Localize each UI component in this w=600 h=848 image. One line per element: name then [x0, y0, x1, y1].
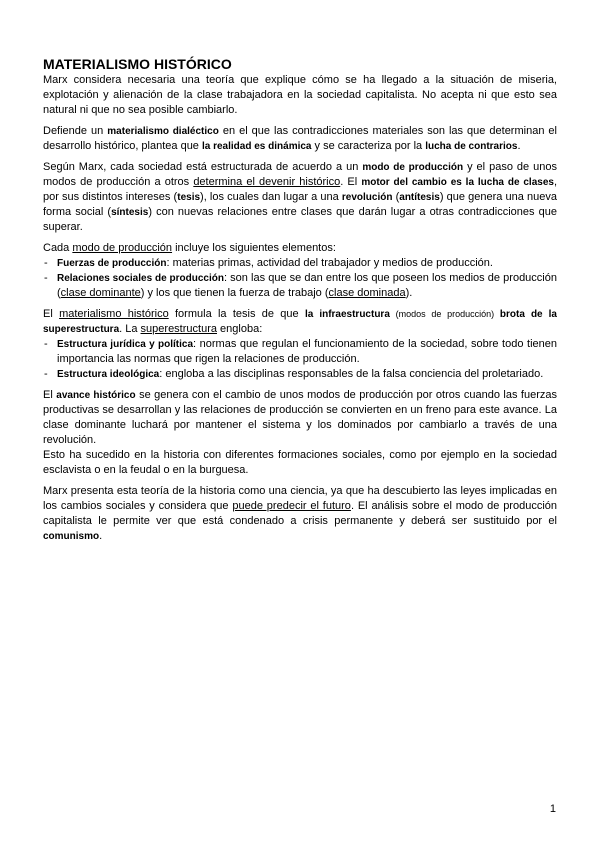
text-run: ) que genera una nueva forma social (: [43, 191, 557, 218]
production-elements-list: [43, 256, 557, 301]
list-item: [43, 337, 557, 367]
science-paragraph: [43, 484, 557, 544]
intro-paragraph: Marx considera necesaria una teoría que explique cómo se ha llegado a la situación de miseria, explotación y alienación de la clase trabajadora en la sociedad capitalista. No acepta ni que esto sea natural ni que no sea posible cambiarlo.: [43, 74, 557, 116]
list-item: [43, 271, 557, 301]
text-run: : son las que se dan entre los que poseen los medios de producción (: [57, 272, 557, 299]
text-run: se genera con el cambio de unos modos de producción por otros cuando las fuerzas productivas se desarrollan y las relaciones de producción se convierten en un freno para este avance. La clase dominante luchará por mantener el sistema y los dominados por cambiarlo a través de una revolución.: [43, 389, 558, 446]
text-run: , por sus distintos intereses (: [43, 176, 558, 203]
dialectic-paragraph: [43, 124, 557, 154]
bold-term: Fuerzas de producción: [57, 258, 167, 269]
bold-term: síntesis: [111, 207, 149, 218]
text-run: . El análisis sobre el modo de producción capitalista le permite ver que está condenado a crisis permanente y deberá ser sustituido por el: [43, 500, 558, 527]
text-run: engloba:: [216, 323, 263, 335]
text-run: : materias primas, actividad del trabajador y medios de producción.: [166, 257, 493, 269]
underlined-term: determina el devenir histórico: [193, 176, 341, 188]
text-run: Defiende un: [43, 125, 108, 137]
underlined-term: clase dominante: [60, 287, 141, 299]
text-run: . La: [119, 323, 141, 335]
document-page: [43, 55, 557, 550]
bold-term: Estructura jurídica y política: [57, 339, 194, 350]
bold-term: antítesis: [399, 192, 440, 203]
superstructure-paragraph: [43, 307, 557, 337]
bold-term: modo de producción: [362, 162, 464, 173]
bold-term: comunismo: [43, 531, 100, 542]
text-run: .: [517, 140, 521, 152]
text-run: en el que las contradicciones materiales son las que determinan el desarrollo histórico, plantea que: [43, 125, 557, 152]
list-item: [43, 256, 557, 271]
text-run: .: [99, 530, 103, 542]
bold-term: revolución: [341, 192, 393, 203]
social-formations-paragraph: Esto ha sucedido en la historia con diferentes formaciones sociales, como por ejemplo en la sociedad esclavista o en la feudal o en la burguesa.: [43, 449, 557, 476]
bold-term: avance histórico: [56, 390, 136, 401]
text-run: Marx presenta esta teoría de la historia como una ciencia, ya que ha descubierto las leyes implicadas en los cambios sociales y considera que: [43, 485, 557, 512]
text-run: : normas que regulan el funcionamiento de la sociedad, sobre todo tienen importancia las normas que rigen la relaciones de producción.: [57, 338, 558, 365]
text-run: El: [43, 308, 60, 320]
page-number: 1: [549, 803, 556, 815]
text-run: ).: [405, 287, 413, 299]
text-run: y se caracteriza por la: [311, 140, 426, 152]
underlined-term: clase dominada: [328, 287, 406, 299]
bold-term: brota de la superestructura: [43, 309, 557, 335]
bold-term: materialismo dialéctico: [107, 126, 219, 137]
text-run: . El: [340, 176, 362, 188]
list-item: [43, 367, 557, 382]
text-run: ) con nuevas relaciones entre clases que darán lugar a otras contradicciones que superar.: [43, 206, 557, 233]
historical-advance-paragraph: [43, 388, 557, 448]
text-run: incluye los siguientes elementos:: [172, 242, 336, 254]
class-struggle-paragraph: [43, 160, 557, 235]
bold-term: Estructura ideológica: [57, 369, 160, 380]
bold-term: lucha de contrarios: [425, 141, 518, 152]
elements-intro: [43, 241, 557, 256]
text-run: y el paso de unos modos de producción a otros: [43, 161, 558, 188]
text-run: Cada: [43, 242, 73, 254]
bold-term: tesis: [177, 192, 201, 203]
underlined-term: puede predecir el futuro: [232, 500, 351, 512]
text-run: Según Marx, cada sociedad está estructurada de acuerdo a un: [43, 161, 363, 173]
page-title: MATERIALISMO HISTÓRICO: [43, 56, 232, 72]
text-run: formula la tesis de que: [168, 308, 305, 320]
small-text-run: (modos de producción): [389, 309, 500, 319]
text-run: ) y los que tienen la fuerza de trabajo (: [140, 287, 329, 299]
underlined-term: modo de producción: [72, 242, 173, 254]
superstructure-list: [43, 337, 557, 382]
bold-term: la realidad es dinámica: [201, 141, 312, 152]
text-run: El: [43, 389, 57, 401]
text-run: (: [392, 191, 400, 203]
bold-term: la infraestructura: [304, 309, 390, 320]
text-run: ), los cuales dan lugar a una: [200, 191, 342, 203]
underlined-term: materialismo histórico: [59, 308, 169, 320]
bold-term: Relaciones sociales de producción: [57, 273, 224, 284]
underlined-term: superestructura: [140, 323, 217, 335]
bold-term: motor del cambio es la lucha de clases: [361, 177, 554, 188]
text-run: : engloba a las disciplinas responsables de la falsa conciencia del proletariado.: [159, 368, 544, 380]
